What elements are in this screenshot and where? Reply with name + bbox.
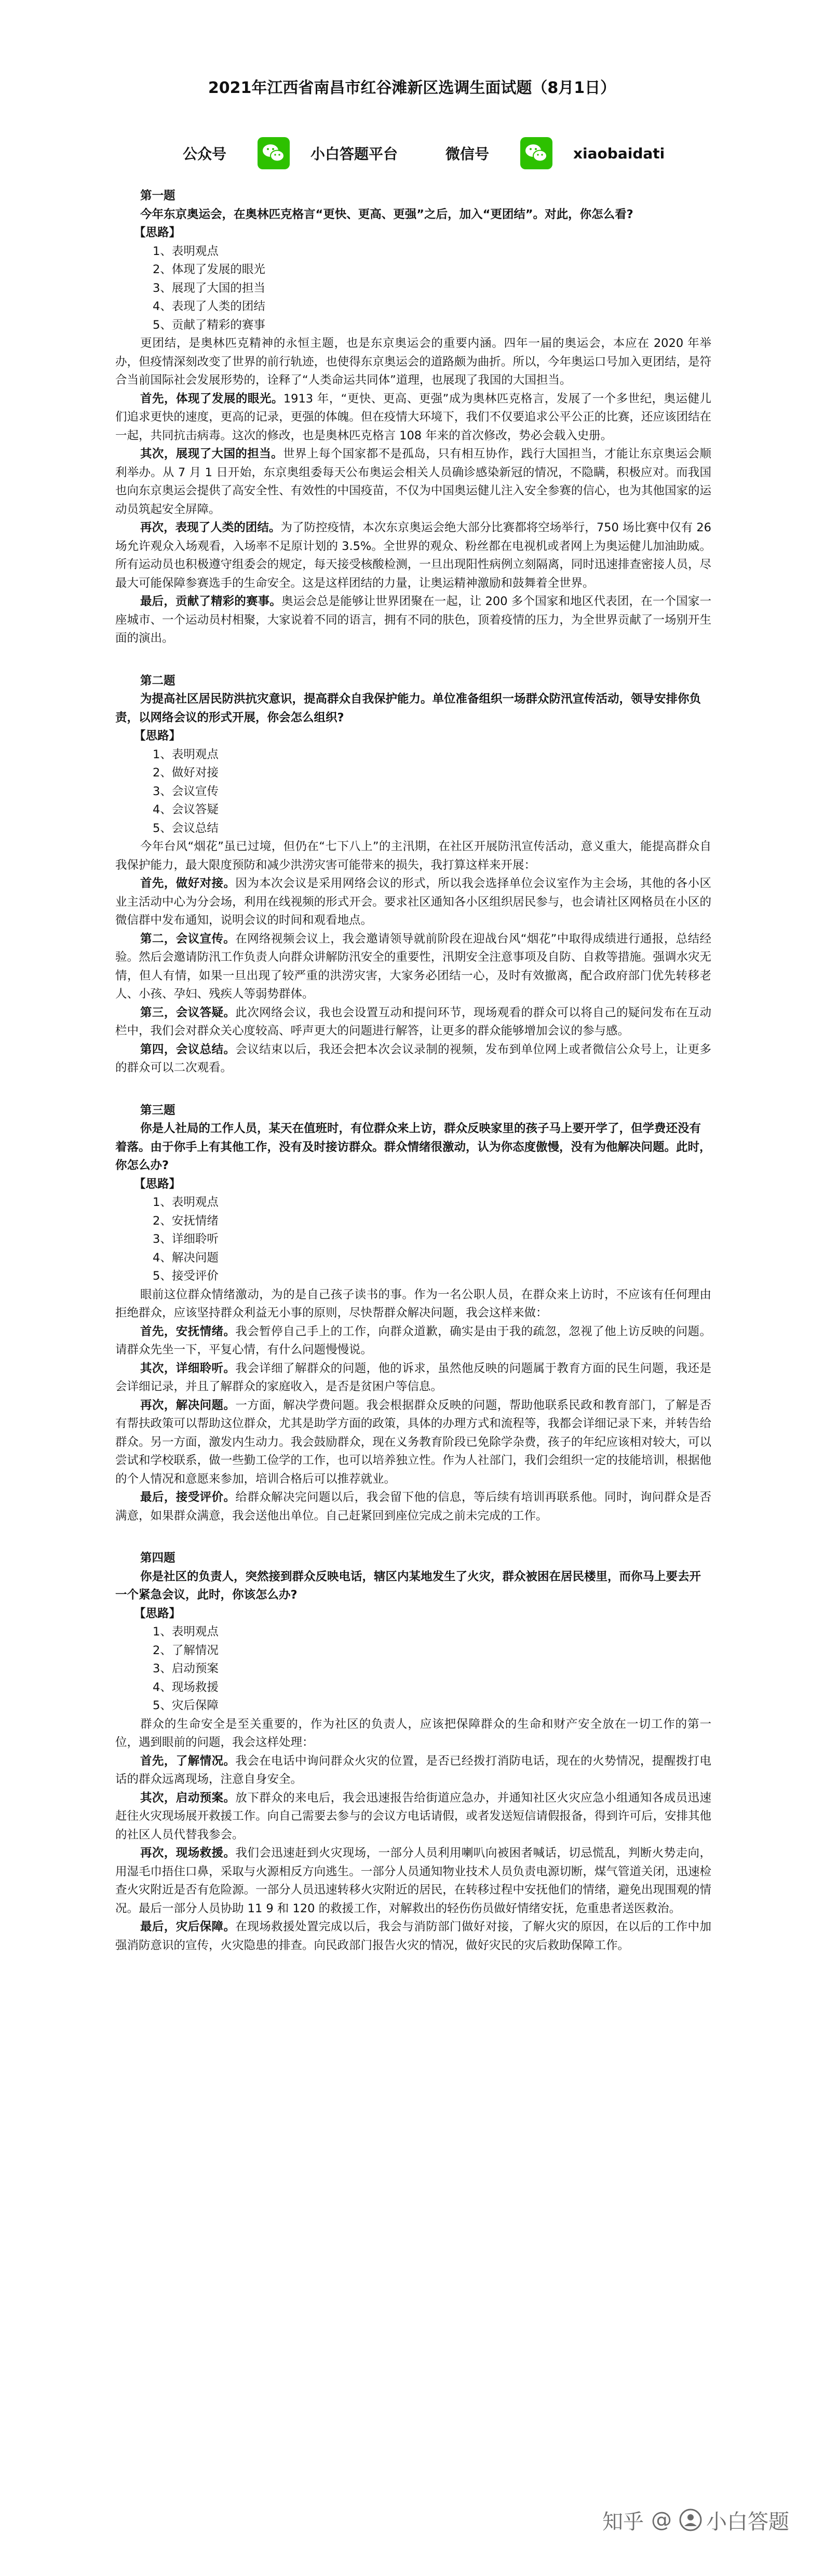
answer-paragraph (115, 1918, 711, 1955)
answer-paragraph (115, 1715, 711, 1752)
answer-paragraph (115, 1041, 711, 1078)
approach-point: 4、表现了人类的团结 (153, 300, 265, 313)
answer-text: 因为本次会议是采用网络会议的形式，所以我会选择单位会议室作为主会场，其他的各小区业主活动中心为分会场，利用在线视频的形式开会。要求社区通知各小区组织居民参与，也会请社区网格员在小区的微信群中发布通知，说明会议的时间和观看地点。 (115, 877, 711, 927)
answer-text: 奥运会总是能够让世界团聚在一起，让 200 多个国家和地区代表团，在一个国家一座城市、一个运动员村相聚，大家说着不同的语言，拥有不同的肤色，顶着疫情的压力，为全世界贡献了一场别开生面的演出。 (115, 595, 711, 645)
question-number: 第二题 (140, 674, 175, 688)
question-number: 第一题 (140, 189, 175, 203)
question-text: 你是社区的负责人，突然接到群众反映电话，辖区内某地发生了火灾，群众被困在居民楼里，而你马上要去开一个紧急会议，此时，你该怎么办? (115, 1569, 701, 1602)
answer-lead: 再次，表现了人类的团结。 (140, 521, 281, 534)
approach-point: 3、展现了大国的担当 (153, 281, 265, 295)
approach-point: 5、贡献了精彩的赛事 (153, 318, 265, 332)
answer-text: 世界上每个国家都不是孤岛，只有相互协作，践行大国担当，才能让东京奥运会顺利举办。从 7 月 1 日开始，东京奥组委每天公布奥运会相关人员确诊感染新冠的情况，不隐瞒，积极应对。而我国也向东京奥运会提供了高安全性、有效性的中国疫苗，不仅为中国奥运健儿注入安全参赛的信心，也为其他国家的运动员筑起安全屏障。 (115, 447, 711, 516)
answer-lead: 首先，了解情况。 (140, 1754, 236, 1768)
answer-text: 在网络视频会议上，我会邀请领导就前阶段在迎战台风“烟花”中取得成绩进行通报，总结经验。然后会邀请防汛工作负责人向群众讲解防汛安全的重要性，汛期安全注意事项及自防、自救等措施。强调水灾无情，但人有情，如果一旦出现了较严重的洪涝灾害，大家务必团结一心，及时有效撤离，配合政府部门优先转移老人、小孩、孕妇、残疾人等弱势群体。 (115, 932, 711, 1001)
answer-paragraph (115, 1752, 711, 1789)
answer-text: 在现场救援处置完成以后，我会与消防部门做好对接，了解火灾的原因，在以后的工作中加强消防意识的宣传，火灾隐患的排查。向民政部门报告火灾的情况，做好灾民的灾后救助保障工作。 (115, 1920, 711, 1952)
approach-point: 1、表明观点 (153, 747, 219, 761)
wechat-icon (258, 137, 290, 169)
official-account-label: 公众号 (183, 145, 227, 163)
answer-paragraph (115, 1286, 711, 1323)
question-text: 今年东京奥运会，在奥林匹克格言“更快、更高、更强”之后，加入“更团结”。对此，你怎么看? (140, 207, 633, 221)
answer-lead: 首先，体现了发展的眼光。 (140, 392, 283, 406)
answer-lead: 再次，解决问题。 (140, 1398, 236, 1412)
answer-lead: 第三，会议答疑。 (140, 1005, 236, 1019)
question-number: 第三题 (140, 1103, 175, 1117)
answer-paragraph (115, 390, 711, 446)
approach-point: 5、会议总结 (153, 821, 219, 835)
question-section (115, 1102, 711, 1526)
answer-paragraph (115, 519, 711, 593)
answer-text: 为了防控疫情，本次东京奥运会绝大部分比赛都将空场举行，750 场比赛中仅有 26 场允许观众入场观看，入场率不足原计划的 3.5%。全世界的观众、粉丝都在电视机或者网上为奥运健儿加油助威。所有运动员也积极遵守组委会的规定，每天接受核酸检测，一旦出现阳性病例立刻隔离，同时迅速排查密接人员，尽最大可能保障参赛选手的生命安全。这是这样团结的力量，让奥运精神激励和鼓舞着全世界。 (115, 521, 711, 590)
answer-paragraph (115, 1397, 711, 1489)
answer-lead: 第二，会议宣传。 (140, 932, 236, 946)
wechat-icon (520, 137, 552, 169)
approach-point: 4、会议答疑 (153, 803, 219, 816)
approach-point: 3、会议宣传 (153, 784, 219, 798)
answer-paragraph (115, 334, 711, 390)
answer-lead: 首先，安抚情绪。 (140, 1324, 236, 1338)
answer-lead: 其次，启动预案。 (140, 1791, 236, 1805)
answer-text: 今年台风“烟花”虽已过境，但仍在“七下八上”的主汛期，在社区开展防汛宣传活动，意义重大，能提高群众自我保护能力，最大限度预防和减少洪涝灾害可能带来的损失，我打算这样来开展： (115, 840, 711, 872)
answer-text: 一方面，解决学费问题。我会根据群众反映的问题，帮助他联系民政和教育部门，了解是否有帮扶政策可以帮助这位群众，尤其是助学方面的政策，具体的办理方式和流程等，我都会详细记录下来，并转告给群众。另一方面，激发内生动力。我会鼓励群众，现在义务教育阶段已免除学杂费，孩子的年纪应该相对较大，可以尝试和学校联系，做一些勤工俭学的工作，也可以培养独立性。作为人社部门，我们会组织一定的技能培训，根据他的个人情况和意愿来参加，培训合格后可以推荐就业。 (115, 1398, 711, 1486)
answer-text: 我会在电话中询问群众火灾的位置，是否已经拨打消防电话，现在的火势情况，提醒拨打电话的群众远离现场，注意自身安全。 (115, 1754, 711, 1786)
question-section (115, 672, 711, 1078)
approach-point: 3、启动预案 (153, 1662, 219, 1675)
question-number: 第四题 (140, 1551, 175, 1565)
answer-lead: 再次，现场救援。 (140, 1846, 236, 1860)
official-account-name: 小白答题平台 (310, 145, 398, 163)
watermark-prefix: 知乎 (602, 2510, 644, 2534)
answer-text: 群众的生命安全是至关重要的，作为社区的负责人，应该把保障群众的生命和财产安全放在一切工作的第一位，遇到眼前的问题，我会这样处理： (115, 1717, 711, 1749)
answer-text: 我会详细了解群众的问题，他的诉求，虽然他反映的问题属于教育方面的民生问题，我还是会详细记录，并且了解群众的家庭收入，是否是贫困户等信息。 (115, 1361, 711, 1393)
approach-heading: 【思路】 (134, 226, 181, 239)
answer-paragraph (115, 1844, 711, 1918)
answer-paragraph (115, 930, 711, 1004)
answer-paragraph (115, 1323, 711, 1360)
answer-text: 我会暂停自己手上的工作，向群众道歉，确实是由于我的疏忽，忽视了他上访反映的问题。请群众先坐一下，平复心情，有什么问题慢慢说。 (115, 1324, 711, 1357)
answer-paragraph (115, 1488, 711, 1525)
approach-point: 1、表明观点 (153, 1625, 219, 1639)
answer-text: 给群众解决完问题以后，我会留下他的信息，等后续有培训再联系他。同时，询问群众是否满意，如果群众满意，我会送他出单位。自己赶紧回到座位完成之前未完成的工作。 (115, 1491, 711, 1523)
approach-point: 2、做好对接 (153, 766, 219, 780)
answer-paragraph (115, 838, 711, 875)
answer-lead: 最后，灾后保障。 (140, 1920, 236, 1934)
answer-paragraph (115, 445, 711, 519)
answer-paragraph (115, 1360, 711, 1397)
answer-lead: 第四，会议总结。 (140, 1042, 236, 1056)
approach-heading: 【思路】 (134, 1606, 181, 1620)
avatar-icon (679, 2508, 702, 2531)
question-section (115, 187, 711, 648)
wechat-info-row (183, 135, 754, 171)
answer-lead: 其次，详细聆听。 (140, 1361, 236, 1375)
approach-heading: 【思路】 (134, 729, 181, 743)
answer-paragraph (115, 1004, 711, 1041)
approach-point: 4、解决问题 (153, 1251, 219, 1265)
answer-text: 放下群众的来电后，我会迅速报告给街道应急办，并通知社区火灾应急小组通知各成员迅速赶往火灾现场展开救援工作。向自己需要去参与的会议方电话请假，或者发送短信请假报备，得到许可后，安排其他的社区人员代替我参会。 (115, 1791, 711, 1842)
wechat-id-label: 微信号 (445, 145, 490, 163)
approach-point: 4、现场救援 (153, 1680, 219, 1694)
approach-point: 2、安抚情绪 (153, 1214, 219, 1228)
approach-point: 1、表明观点 (153, 244, 219, 258)
answer-paragraph (115, 1789, 711, 1845)
answer-lead: 最后，接受评价。 (140, 1491, 236, 1504)
approach-point: 1、表明观点 (153, 1196, 219, 1209)
watermark-at: @ (651, 2508, 672, 2532)
question-text: 你是人社局的工作人员，某天在值班时，有位群众来上访，群众反映家里的孩子马上要开学了，但学费还没有着落。由于你手上有其他工作，没有及时接访群众。群众情绪很激动，认为你态度傲慢，没有为他解决问题。此时，你怎么办? (115, 1122, 711, 1172)
answer-paragraph (115, 593, 711, 648)
answer-lead: 其次，展现了大国的担当。 (140, 447, 283, 461)
answer-text: 我们会迅速赶到火灾现场，一部分人员利用喇叭向被困者喊话，切忌慌乱，判断火势走向，用湿毛巾捂住口鼻，采取与火源相反方向逃生。一部分人员通知物业技术人员负责电源切断，煤气管道关闭，迅速检查火灾附近是否有危险源。一部分人员迅速转移火灾附近的居民，在转移过程中安抚他们的情绪，避免出现围观的情况。最后一部分人员协助 11 9 和 120 的救援工作，对解救出的轻伤伤员做好情绪安抚，危重患者送医救治。 (115, 1846, 711, 1915)
zhihu-watermark (602, 2499, 789, 2541)
question-text: 为提高社区居民防洪抗灾意识，提高群众自我保护能力。单位准备组织一场群众防汛宣传活动，领导安排你负责，以网络会议的形式开展，你会怎么组织? (115, 692, 701, 725)
approach-heading: 【思路】 (134, 1177, 181, 1191)
answer-text: 1913 年，“更快、更高、更强”成为奥林匹克格言，发展了一个多世纪，奥运健儿们追求更快的速度，更高的记录，更强的体魄。但在疫情大环境下，我们不仅要追求公平公正的比赛，还应该团结在一起，共同抗击病毒。这次的修改，也是奥林匹克格言 108 年来的首次修改，势必会载入史册。 (115, 392, 711, 442)
answer-lead: 最后，贡献了精彩的赛事。 (140, 595, 281, 608)
answer-paragraph (115, 875, 711, 930)
answer-text: 会议结束以后，我还会把本次会议录制的视频，发布到单位网上或者微信公众号上，让更多的群众可以二次观看。 (115, 1042, 711, 1075)
approach-point: 5、灾后保障 (153, 1699, 219, 1712)
approach-point: 5、接受评价 (153, 1269, 219, 1283)
wechat-id-value: xiaobaidati (573, 144, 665, 162)
document-body (115, 187, 711, 2514)
question-section (115, 1549, 711, 1955)
approach-point: 2、了解情况 (153, 1643, 219, 1657)
answer-text: 更团结，是奥林匹克精神的永恒主题，也是东京奥运会的重要内涵。四年一届的奥运会，本应在 2020 年举办，但疫情深刻改变了世界的前行轨迹，也使得东京奥运会的道路颇为曲折。所以，今年奥运口号加入更团结，是符合当前国际社会发展形势的，诠释了“人类命运共同体”道理，也展现了我国的大国担当。 (115, 337, 711, 387)
approach-point: 2、体现了发展的眼光 (153, 263, 265, 276)
watermark-name: 小白答题 (706, 2510, 789, 2534)
approach-point: 3、详细聆听 (153, 1232, 219, 1246)
document-title: 2021年江西省南昌市红谷滩新区选调生面试题（8月1日） (208, 79, 616, 97)
answer-text: 眼前这位群众情绪激动，为的是自己孩子读书的事。作为一名公职人员，在群众来上访时，不应该有任何理由拒绝群众，应该坚持群众利益无小事的原则，尽快帮群众解决问题，我会这样来做： (115, 1287, 711, 1320)
answer-text: 此次网络会议，我也会设置互动和提问环节，现场观看的群众可以将自己的疑问发布在互动栏中，我们会对群众关心度较高、呼声更大的问题进行解答，让更多的群众能够增加会议的参与感。 (115, 1005, 711, 1038)
answer-lead: 首先，做好对接。 (140, 877, 236, 890)
